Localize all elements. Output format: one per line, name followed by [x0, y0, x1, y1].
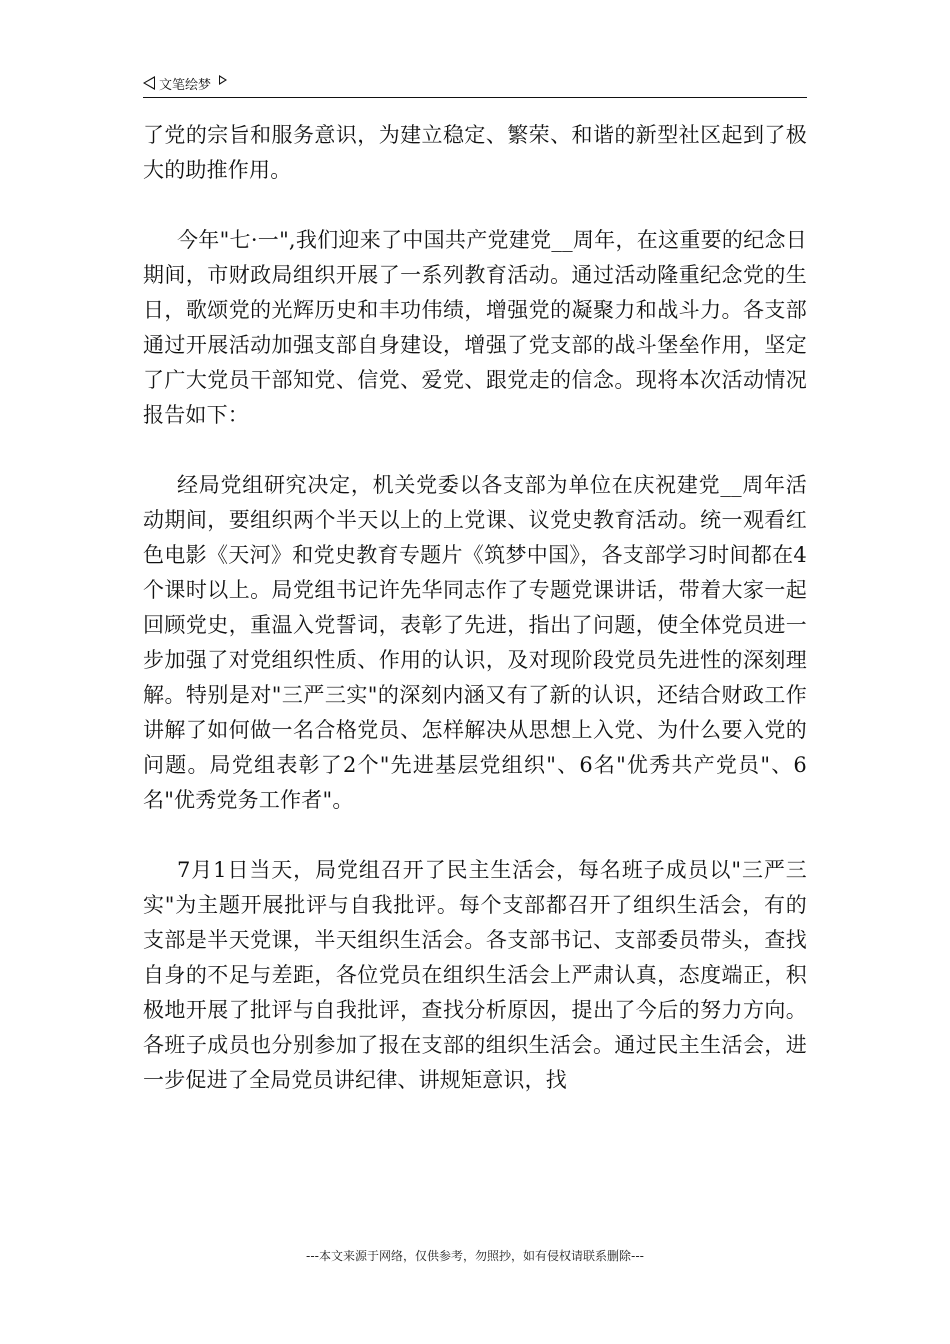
- header-divider: [143, 97, 807, 98]
- paragraph-continuation: 了党的宗旨和服务意识，为建立稳定、繁荣、和谐的新型社区起到了极大的助推作用。: [143, 123, 807, 182]
- page-header: [143, 72, 227, 94]
- paragraph-democratic-meeting: 7月1日当天，局党组召开了民主生活会，每名班子成员以"三严三实"为主题开展批评与自我批评。每个支部都召开了组织生活会，有的支部是半天党课，半天组织生活会。各支部书记、支部委员带头，查找自身的不足与差距，各位党员在组织生活会上严肃认真，态度端正，积极地开展了批评与自我批评，查找分析原因，提出了今后的努力方向。各班子成员也分别参加了报在支部的组织生活会。通过民主生活会，进一步促进了全局党员讲纪律、讲规矩意识，找: [143, 858, 807, 1092]
- left-triangle-icon: [143, 76, 155, 90]
- header-title: 文笔绘梦: [159, 77, 212, 93]
- paragraph-gap: [143, 818, 807, 853]
- paragraph-gap: [143, 188, 807, 223]
- paragraph-gap: [143, 433, 807, 468]
- paragraph-party-lessons: 经局党组研究决定，机关党委以各支部为单位在庆祝建党__周年活动期间，要组织两个半天以上的上党课、议党史教育活动。统一观看红色电影《天河》和党史教育专题片《筑梦中国》，各支部学习时间都在4个课时以上。局党组书记许先华同志作了专题党课讲话，带着大家一起回顾党史，重温入党誓词，表彰了先进，指出了问题，使全体党员进一步加强了对党组织性质、作用的认识，及对现阶段党员先进性的深刻理解。特别是对"三严三实"的深刻内涵又有了新的认识，还结合财政工作讲解了如何做一名合格党员、怎样解决从思想上入党、为什么要入党的问题。局党组表彰了2个"先进基层党组织"、6名"优秀共产党员"、6名"优秀党务工作者"。: [143, 473, 807, 812]
- right-triangle-icon: [219, 75, 227, 85]
- document-body: [143, 118, 807, 1098]
- paragraph-intro: 今年"七·一",我们迎来了中国共产党建党__周年，在这重要的纪念日期间，市财政局组织开展了一系列教育活动。通过活动隆重纪念党的生日，歌颂党的光辉历史和丰功伟绩，增强党的凝聚力和战斗力。各支部通过开展活动加强支部自身建设，增强了党支部的战斗堡垒作用，坚定了广大党员干部知党、信党、爱党、跟党走的信念。现将本次活动情况报告如下：: [143, 228, 807, 427]
- footer-disclaimer: ---本文来源于网络，仅供参考，勿照抄，如有侵权请联系删除---: [306, 1249, 644, 1263]
